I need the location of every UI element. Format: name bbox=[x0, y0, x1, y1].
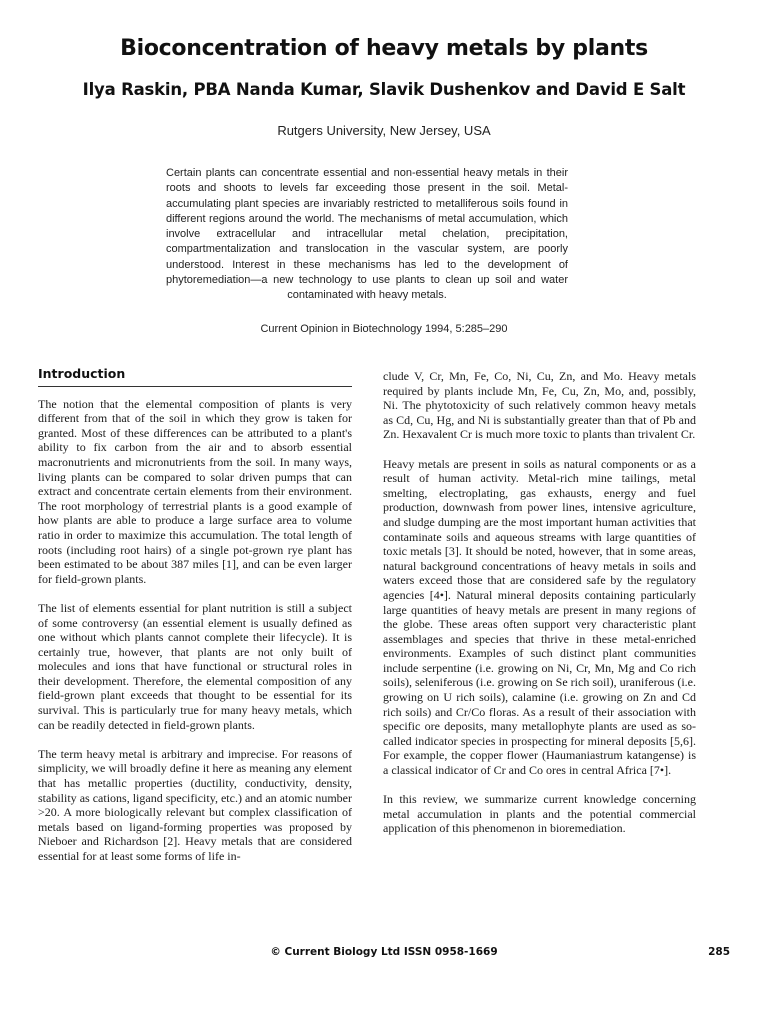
left-column bbox=[38, 367, 352, 878]
abstract: Certain plants can concentrate essential and non-essential heavy metals in their roots and shoots to levels far exceeding those present in the soil. Metal-accumulating plant species are invariably restricted to metalliferous soils found in different regions around the world. The mechanisms of metal accumulation, which involve extracellular and intracellular metal chelation, precipitation, compartmentalization and translocation in the vascular system, are poorly understood. Interest in these mechanisms has led to the development of phytoremediation—a new technology to use plants to clean up soil and water contaminated with heavy metals. bbox=[166, 167, 568, 302]
right-column bbox=[383, 369, 696, 851]
section-heading-introduction: Introduction bbox=[38, 367, 352, 387]
publisher-footer: © Current Biology Ltd ISSN 0958-1669 bbox=[270, 946, 498, 958]
paragraph: clude V, Cr, Mn, Fe, Co, Ni, Cu, Zn, and Mo. Heavy metals required by plants include Mn, Fe, Cu, Zn, Mo, and, possibly, Ni. The phytotoxicity of such relatively common heavy metals as Cd, Cu, Hg, and Ni is substantially greater than that of Pb and Zn. Hexavalent Cr is much more toxic to plants than trivalent Cr. bbox=[383, 369, 696, 442]
author-list: Ilya Raskin, PBA Nanda Kumar, Slavik Dushenkov and David E Salt bbox=[82, 80, 686, 99]
paragraph: The term heavy metal is arbitrary and imprecise. For reasons of simplicity, we will broadly define it here as meaning any element that has metallic properties (ductility, conductivity, density, stability as cations, ligand specificity, etc.) and an atomic number >20. A more biologically relevant but complex classification of metals based on ligand-forming properties was proposed by Nieboer and Richardson [2]. Heavy metals that are considered essential for at least some forms of life in- bbox=[38, 746, 352, 863]
affiliation: Rutgers University, New Jersey, USA bbox=[277, 123, 491, 138]
paragraph: Heavy metals are present in soils as natural components or as a result of human activity. Metal-rich mine tailings, metal smelting, electroplating, gas exhausts, energy and fuel production, downwash from power lines, intensive agriculture, and sludge dumping are the most important human activities that contaminate soils and aqueous streams with large quantities of toxic metals [3]. It should be noted, however, that in some areas, natural background concentrations of heavy metals in soils and waters exceed those that are considered safe by the regulatory agencies [4•]. Natural mineral deposits containing particularly large quantities of heavy metals are present in many regions of the globe. These areas often support very characteristic plant assemblages and species that thrive in these metal-enriched environments. Examples of such distinct plant communities include serpentine (i.e. growing on Ni, Cr, Mn, Mg and Co rich soils), seleniferous (i.e. growing on Se rich soil), uraniferous (i.e. growing on U rich soils), calamine (i.e. growing on Zn and Cd rich soils) and Cr/Co floras. As a result of their association with specific ore deposits, many metallophyte plants are used as so-called indicator species in prospecting for mineral deposits [5,6]. For example, the copper flower (Haumaniastrum katangense) is a classical indicator of Cr and Co ores in central Africa [7•]. bbox=[383, 456, 696, 778]
paragraph: The list of elements essential for plant nutrition is still a subject of some controversy (an essential element is usually defined as one without which plants cannot complete their lifecycle). It is certainly true, however, that plants are not only built of molecules and ions that have functional or structural roles in their development. Therefore, the elemental composition of any field-grown plant exceeds that thought to be essential for its survival. This is particularly true for many heavy metals, which can be readily detected in field-grown plants. bbox=[38, 600, 352, 732]
paragraph: In this review, we summarize current knowledge concerning metal accumulation in plants and the potential commercial application of this phenomenon in bioremediation. bbox=[383, 792, 696, 836]
paragraph: The notion that the elemental composition of plants is very different from that of the soil in which they grow is taken for granted. Most of these differences can be attributed to a plant's ability to fix carbon from the air and to absorb essential macronutrients and micronutrients from the soil. In many ways, living plants can be compared to solar driven pumps that can extract and concentrate certain elements from their environment. The root morphology of terrestrial plants is a good example of how plants are able to produce a large surface area to volume ratio in order to maximize this accumulation. The total length of roots (including root hairs) of a single pot-grown rye plant has been estimated to be about 387 miles [1], and can be even larger for field-grown plants. bbox=[38, 396, 352, 586]
journal-citation: Current Opinion in Biotechnology 1994, 5:285–290 bbox=[260, 323, 508, 335]
paper-title: Bioconcentration of heavy metals by plants bbox=[120, 36, 648, 61]
page-number: 285 bbox=[708, 946, 730, 958]
